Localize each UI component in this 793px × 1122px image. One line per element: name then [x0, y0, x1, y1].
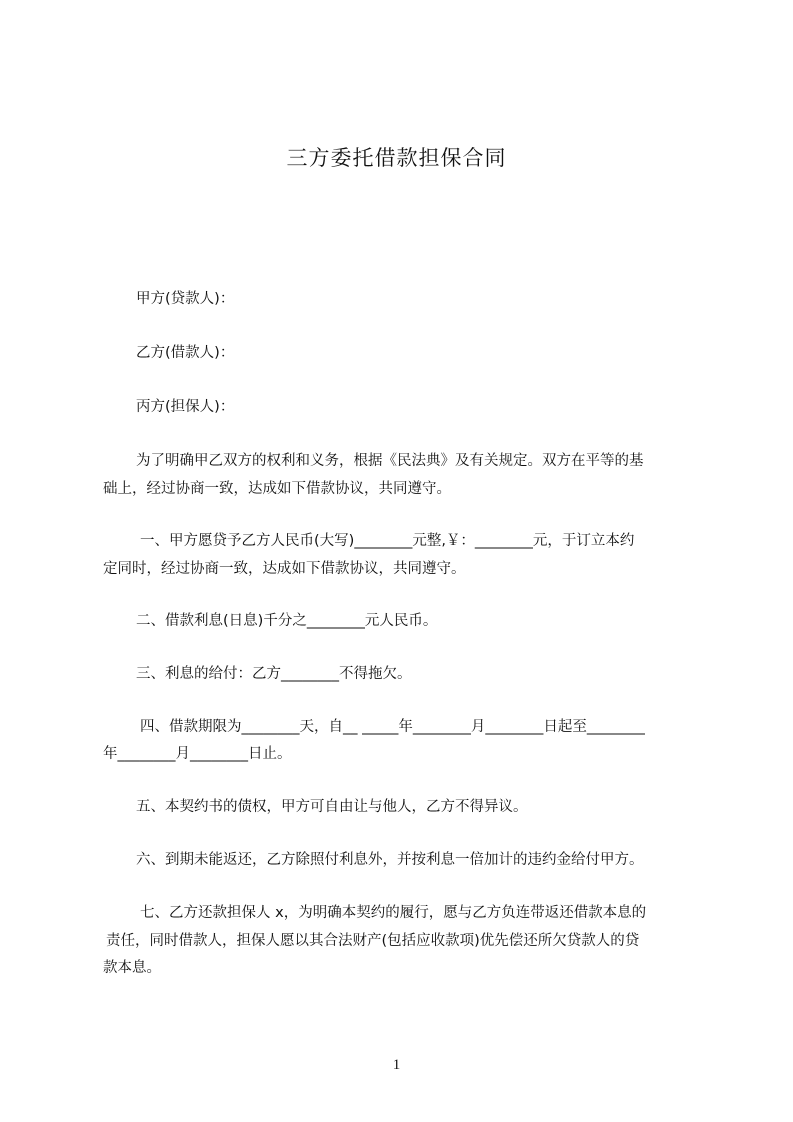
- clause-2: 二、借款利息(日息)千分之________元人民币。: [136, 613, 438, 629]
- clause-4-line-2: 年________月________日止。: [103, 746, 292, 762]
- preamble-line-2: 础上，经过协商一致，达成如下借款协议，共同遵守。: [103, 481, 451, 497]
- clause-5: 五、本契约书的债权，甲方可自由让与他人，乙方不得异议。: [136, 799, 528, 815]
- clause-6: 六、到期未能返还，乙方除照付利息外，并按利息一倍加计的违约金给付甲方。: [136, 852, 644, 868]
- document-title: 三方委托借款担保合同: [286, 146, 507, 170]
- preamble-line-1: 为了明确甲乙双方的权利和义务，根据《民法典》及有关规定。双方在平等的基: [136, 453, 644, 469]
- party-borrower-label: 乙方(借款人)：: [136, 345, 235, 361]
- clause-3: 三、利息的给付：乙方________不得拖欠。: [136, 666, 412, 682]
- clause-7-line-2: 责任，同时借款人，担保人愿以其合法财产(包括应收款项)优先偿还所欠贷款人的贷: [106, 933, 640, 949]
- page-number: 1: [392, 1057, 401, 1073]
- clause-4-line-1: 四、借款期限为________天，自__ _____年________月________日起至________: [140, 719, 645, 735]
- party-guarantor-label: 丙方(担保人)：: [136, 399, 235, 415]
- party-lender-label: 甲方(贷款人)：: [136, 291, 235, 307]
- clause-7-line-1: 七、乙方还款担保人 x，为明确本契约的履行，愿与乙方负连带返还借款本息的: [140, 905, 647, 921]
- clause-7-line-3: 款本息。: [103, 960, 161, 976]
- clause-1-line-2: 定同时，经过协商一致，达成如下借款协议，共同遵守。: [103, 561, 466, 577]
- clause-1-line-1: 一、甲方愿贷予乙方人民币(大写)________元整,￥：________元，于订立本约: [140, 533, 635, 549]
